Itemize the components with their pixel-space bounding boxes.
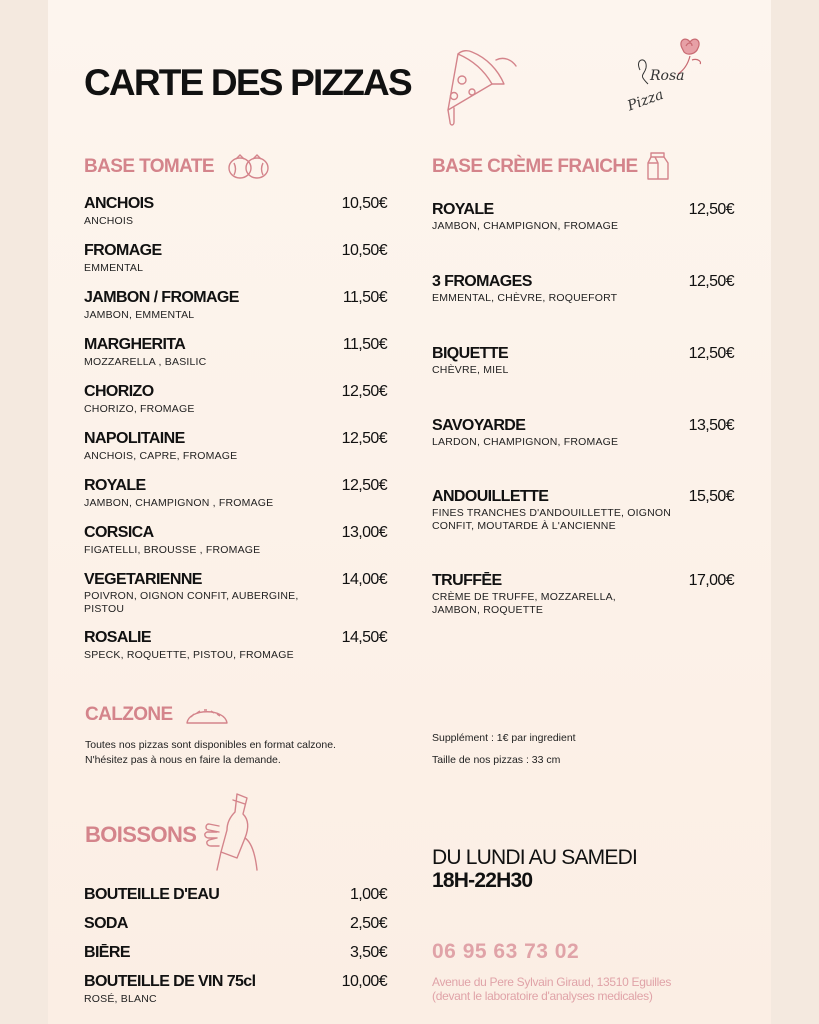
pizza-price: 13,00€: [341, 524, 387, 541]
address-line: (devant le laboratoire d'analyses medicales): [432, 989, 653, 1003]
pizza-name: TRUFFĒE: [432, 572, 502, 589]
drink-desc: ROSÉ, BLANC: [84, 993, 157, 1005]
phone-number[interactable]: 06 95 63 73 02: [432, 940, 580, 963]
pizza-name: CORSICA: [84, 524, 154, 541]
section-title-boissons: BOISSONS: [85, 822, 197, 847]
pizza-name: 3 FROMAGES: [432, 273, 532, 290]
pizza-ingredients: JAMBON, EMMENTAL: [84, 309, 195, 321]
pizza-ingredients: FINES TRANCHES D'ANDOUILLETTE, OIGNON CONFIT, MOUTARDE À L'ANCIENNE: [432, 507, 672, 532]
pizza-price: 11,50€: [342, 289, 387, 306]
calzone-text-line: N'hésitez pas à nous en faire la demande.: [85, 754, 281, 766]
pizza-price: 10,50€: [341, 242, 387, 259]
address: [432, 975, 671, 1003]
pizza-ingredients: CHORIZO, FROMAGE: [84, 403, 195, 415]
pizza-name: MARGHERITA: [84, 336, 186, 353]
beer-bottle-hand-icon: [203, 792, 265, 874]
pizza-name: BIQUETTE: [432, 345, 509, 362]
rose-logo-icon: [612, 34, 712, 130]
pizza-price: 13,50€: [688, 417, 734, 434]
pizza-name: ROYALE: [84, 477, 146, 494]
pizza-name: ROYALE: [432, 201, 494, 218]
pizza-name: ROSALIE: [84, 629, 151, 646]
drink-name: BOUTEILLE DE VIN 75cl: [84, 973, 256, 990]
calzone-text-line: Toutes nos pizzas sont disponibles en format calzone.: [85, 739, 336, 751]
pizza-name: FROMAGE: [84, 242, 162, 259]
pizza-price: 10,50€: [341, 195, 387, 212]
pizza-price: 14,50€: [341, 629, 387, 646]
pizza-name: SAVOYARDE: [432, 417, 526, 434]
pizza-price: 12,50€: [688, 201, 734, 218]
pizza-name: ANDOUILLETTE: [432, 488, 549, 505]
opening-days: DU LUNDI AU SAMEDI: [432, 846, 637, 869]
logo-text-rosa: Rosa: [650, 68, 685, 84]
pizza-ingredients: POIVRON, OIGNON CONFIT, AUBERGINE, PISTOU: [84, 590, 299, 615]
drink-price: 2,50€: [349, 915, 387, 932]
pizza-price: 11,50€: [342, 336, 387, 353]
page-title: CARTE DES PIZZAS: [84, 62, 411, 103]
pizza-price: 12,50€: [341, 430, 387, 447]
pizza-ingredients: LARDON, CHAMPIGNON, FROMAGE: [432, 436, 619, 448]
address-line: Avenue du Pere Sylvain Giraud, 13510 Eguilles: [432, 975, 672, 989]
pizza-ingredients: EMMENTAL: [84, 262, 144, 274]
drink-price: 3,50€: [349, 944, 387, 961]
opening-hours: 18H-22H30: [432, 869, 533, 892]
pizza-ingredients: CRÈME DE TRUFFE, MOZZARELLA, JAMBON, ROQUETTE: [432, 591, 616, 616]
drink-name: BOUTEILLE D'EAU: [84, 886, 220, 903]
section-title-tomate: BASE TOMATE: [84, 156, 214, 177]
drink-name: SODA: [84, 915, 128, 932]
supplement-info: Supplément : 1€ par ingredient: [432, 732, 576, 744]
pizza-price: 12,50€: [341, 477, 387, 494]
pizza-slice-icon: [432, 46, 522, 128]
pizza-ingredients: ANCHOIS: [84, 215, 134, 227]
pizza-price: 12,50€: [688, 345, 734, 362]
pizza-ingredients: JAMBON, CHAMPIGNON , FROMAGE: [84, 497, 274, 509]
section-title-creme: BASE CRÈME FRAICHE: [432, 156, 638, 177]
section-title-calzone: CALZONE: [85, 704, 173, 725]
pizza-price: 12,50€: [341, 383, 387, 400]
drink-name: BIĒRE: [84, 944, 130, 961]
pizza-price: 14,00€: [341, 571, 387, 588]
pizza-name: VEGETARIENNE: [84, 571, 202, 588]
pizza-name: CHORIZO: [84, 383, 154, 400]
pizza-ingredients: JAMBON, CHAMPIGNON, FROMAGE: [432, 220, 619, 232]
pizza-price: 17,00€: [688, 572, 734, 589]
pizza-ingredients: CHÈVRE, MIEL: [432, 364, 509, 376]
pizza-name: ANCHOIS: [84, 195, 154, 212]
drink-price: 10,00€: [341, 973, 387, 990]
pizza-ingredients: EMMENTAL, CHÈVRE, ROQUEFORT: [432, 292, 618, 304]
calzone-text: [85, 738, 405, 768]
pizza-price: 12,50€: [688, 273, 734, 290]
pizza-name: JAMBON / FROMAGE: [84, 289, 239, 306]
size-info: Taille de nos pizzas : 33 cm: [432, 754, 561, 766]
milk-carton-icon: [647, 152, 669, 180]
tomato-icon: [226, 151, 272, 181]
pizza-name: NAPOLITAINE: [84, 430, 185, 447]
calzone-icon: [185, 702, 229, 726]
pizza-ingredients: MOZZARELLA , BASILIC: [84, 356, 207, 368]
pizza-price: 15,50€: [688, 488, 734, 505]
pizza-ingredients: SPECK, ROQUETTE, PISTOU, FROMAGE: [84, 649, 294, 661]
logo-text-pizza: Pizza: [625, 86, 666, 115]
drink-price: 1,00€: [349, 886, 387, 903]
pizza-ingredients: FIGATELLI, BROUSSE , FROMAGE: [84, 544, 261, 556]
pizza-ingredients: ANCHOIS, CAPRE, FROMAGE: [84, 450, 238, 462]
